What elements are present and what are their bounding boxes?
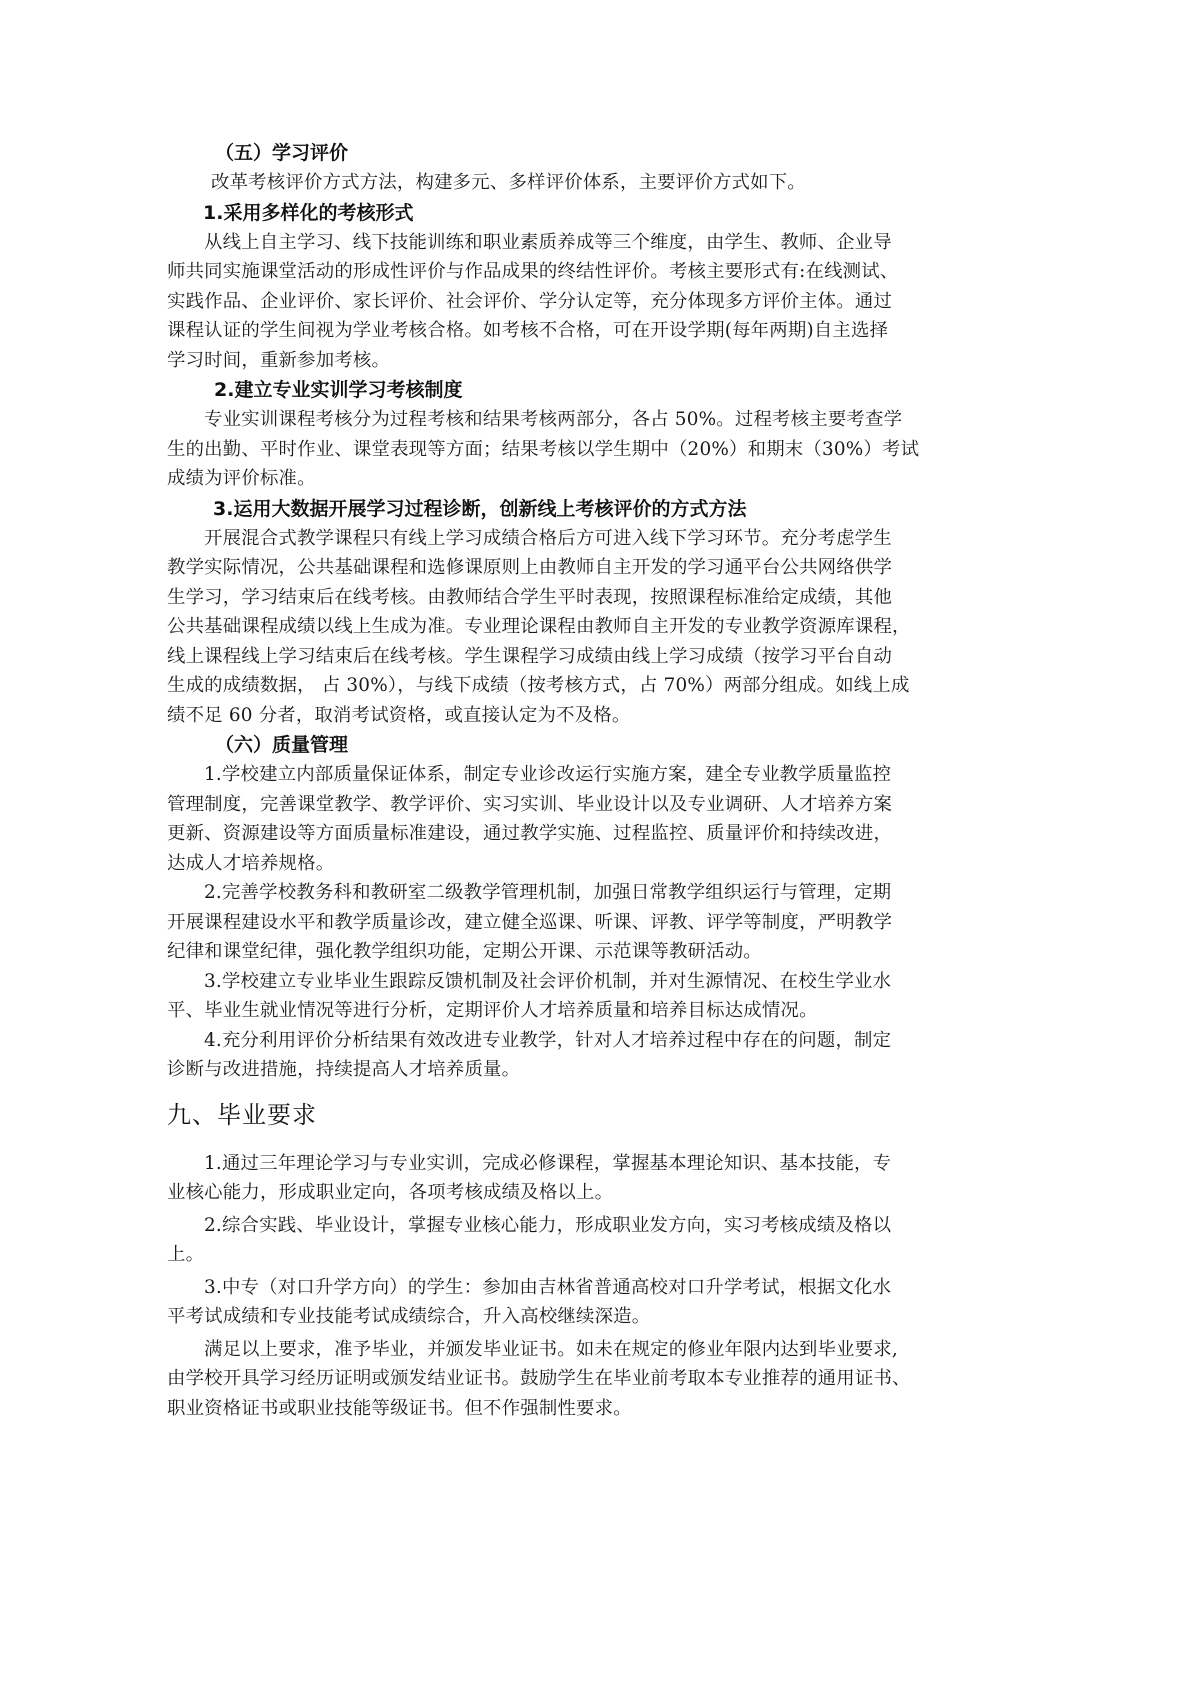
text-line: 公共基础课程成绩以线上生成为准。专业理论课程由教师自主开发的专业教学资源库课程， (167, 616, 911, 637)
text-line: 从线上自主学习、线下技能训练和职业素质养成等三个维度，由学生、教师、企业导 (204, 231, 892, 253)
text-line: 纪律和课堂纪律，强化教学组织功能，定期公开课、示范课等教研活动。 (167, 941, 762, 962)
text-line: 平考试成绩和专业技能考试成绩综合，升入高校继续深造。 (167, 1306, 651, 1327)
section-heading-learning-evaluation: （五）学习评价 (215, 142, 349, 164)
text-line: 1.通过三年理论学习与专业实训，完成必修课程，掌握基本理论知识、基本技能，专 (204, 1152, 892, 1174)
subheading-training-assessment: 2.建立专业实训学习考核制度 (214, 379, 463, 401)
chapter-heading-graduation-requirements: 九、毕业要求 (167, 1100, 317, 1129)
text-line: 平、毕业生就业情况等进行分析，定期评价人才培养质量和培养目标达成情况。 (167, 1000, 818, 1021)
text-line: 学习时间，重新参加考核。 (167, 349, 391, 371)
text-line: 生成的成绩数据， 占 30%），与线下成绩（按考核方式，占 70%）两部分组成。如线上成 (167, 675, 910, 696)
text-line: 诊断与改进措施，持续提高人才培养质量。 (167, 1059, 521, 1080)
text-line: 线上课程线上学习结束后在线考核。学生课程学习成绩由线上学习成绩（按学习平台自动 (167, 645, 893, 667)
quality-item-2 (167, 878, 967, 967)
text-line: 更新、资源建设等方面质量标准建设，通过教学实施、过程监控、质量评价和持续改进， (167, 823, 893, 844)
text-line: 教学实际情况，公共基础课程和选修课原则上由教师自主开发的学习通平台公共网络供学 (167, 557, 893, 578)
graduation-item-2 (167, 1211, 967, 1270)
graduation-item-1 (167, 1149, 967, 1208)
text-line: 师共同实施课堂活动的形成性评价与作品成果的终结性评价。考核主要形式有:在线测试、 (167, 261, 899, 282)
text-line: 业核心能力，形成职业定向，各项考核成绩及格以上。 (167, 1182, 614, 1203)
text-line: 1.学校建立内部质量保证体系，制定专业诊改运行实施方案，建全专业教学质量监控 (204, 764, 892, 785)
text-line: 3.中专（对口升学方向）的学生：参加由吉林省普通高校对口升学考试，根据文化水 (204, 1276, 892, 1298)
text-line: 生的出勤、平时作业、课堂表现等方面；结果考核以学生期中（20%）和期末（30%）考试 (167, 438, 920, 460)
quality-item-1 (167, 760, 967, 878)
paragraph-training-assessment (167, 405, 967, 494)
quality-item-4 (167, 1026, 967, 1085)
text-line: 开展课程建设水平和教学质量诊改，建立健全巡课、听课、评教、评学等制度，严明教学 (167, 911, 893, 933)
text-line: 管理制度，完善课堂教学、教学评价、实习实训、毕业设计以及专业调研、人才培养方案 (167, 793, 893, 815)
graduation-closing (167, 1335, 967, 1424)
page-content (167, 138, 967, 1423)
subheading-diverse-assessment: 1.采用多样化的考核形式 (203, 201, 414, 224)
text-line: 生学习，学习结束后在线考核。由教师结合学生平时表现，按照课程标准给定成绩，其他 (167, 586, 893, 608)
text-line: 开展混合式教学课程只有线上学习成绩合格后方可进入线下学习环节。充分考虑学生 (204, 527, 892, 549)
section-intro: 改革考核评价方式方法，构建多元、多样评价体系，主要评价方式如下。 (211, 172, 806, 193)
text-line: 由学校开具学习经历证明或颁发结业证书。鼓励学生在毕业前考取本专业推荐的通用证书、 (167, 1368, 911, 1389)
text-line: 4.充分利用评价分析结果有效改进专业教学，针对人才培养过程中存在的问题，制定 (204, 1029, 892, 1051)
text-line: 实践作品、企业评价、家长评价、社会评价、学分认定等，充分体现多方评价主体。通过 (167, 290, 893, 312)
text-line: 3.学校建立专业毕业生跟踪反馈机制及社会评价机制，并对生源情况、在校生学业水 (204, 970, 892, 992)
text-line: 绩不足 60 分者，取消考试资格，或直接认定为不及格。 (167, 704, 631, 726)
text-line: 课程认证的学生间视为学业考核合格。如考核不合格，可在开设学期(每年两期)自主选择 (167, 320, 889, 341)
text-line: 职业资格证书或职业技能等级证书。但不作强制性要求。 (167, 1397, 632, 1419)
text-line: 2.完善学校教务科和教研室二级教学管理机制，加强日常教学组织运行与管理，定期 (204, 882, 892, 903)
section-heading-quality-management: （六）质量管理 (215, 734, 349, 756)
text-line: 上。 (167, 1244, 205, 1265)
paragraph-diverse-assessment (167, 228, 967, 376)
quality-item-3 (167, 967, 967, 1026)
paragraph-big-data-diagnosis (167, 524, 967, 731)
text-line: 成绩为评价标准。 (167, 468, 316, 489)
text-line: 达成人才培养规格。 (167, 852, 335, 874)
text-line: 满足以上要求，准予毕业，并颁发毕业证书。如未在规定的修业年限内达到毕业要求, (204, 1338, 898, 1360)
text-line: 2.综合实践、毕业设计，掌握专业核心能力，形成职业发方向，实习考核成绩及格以 (204, 1214, 892, 1236)
graduation-item-3 (167, 1273, 967, 1332)
subheading-big-data-diagnosis: 3.运用大数据开展学习过程诊断，创新线上考核评价的方式方法 (213, 497, 747, 520)
text-line: 专业实训课程考核分为过程考核和结果考核两部分，各占 50%。过程考核主要考查学 (204, 409, 903, 430)
